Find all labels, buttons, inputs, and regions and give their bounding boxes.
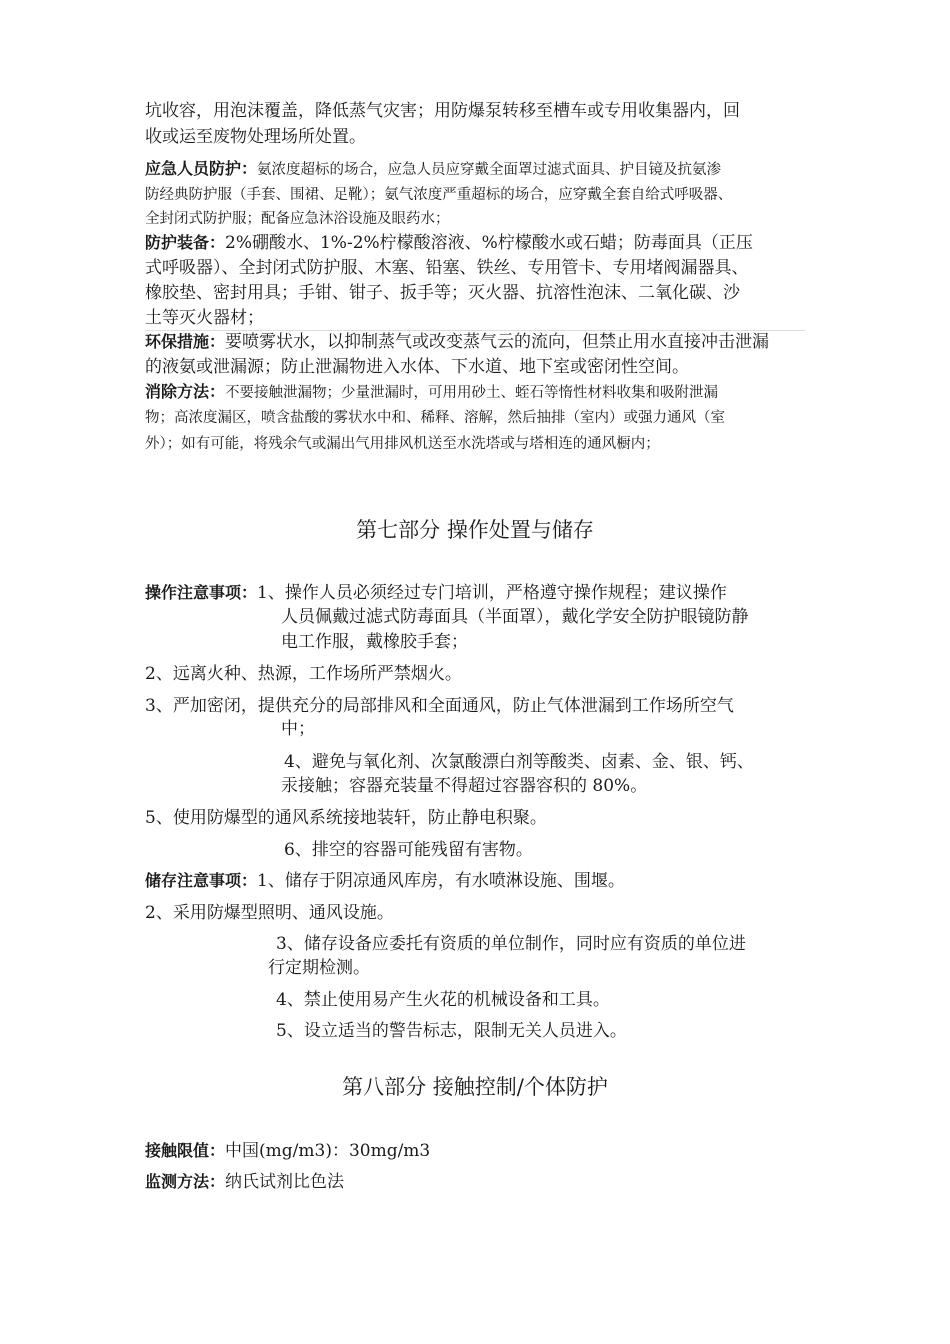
paragraph-line: 土等灭火器材； — [145, 308, 264, 328]
list-item: 3、储存设备应委托有资质的单位制作，同时应有资质的单位进 — [276, 934, 746, 954]
list-item: 2、远离火种、热源，工作场所严禁烟火。 — [145, 664, 462, 684]
list-item: 5、使用防爆型的通风系统接地装轩，防止静电积聚。 — [145, 808, 547, 828]
list-item-line: 人员佩戴过滤式防毒面具（半面罩），戴化学安全防护眼镜防静 — [281, 607, 749, 627]
elimination-method-line: 消除方法：不要接触泄漏物；少量泄漏时，可用用砂土、蛭石等惰性材料收集和吸附泄漏 — [145, 382, 719, 401]
paragraph-line: 收或运至废物处理场所处置。 — [145, 127, 366, 147]
protective-equipment-label: 防护装备： — [145, 233, 226, 252]
section-8-title: 第八部分 接触控制/个体防护 — [342, 1075, 608, 1099]
storage-notes-label: 储存注意事项： — [145, 871, 258, 890]
paragraph-line: 橡胶垫、密封用具；手钳、钳子、扳手等；灭火器、抗溶性泡沫、二氧化碳、沙 — [145, 283, 740, 303]
list-item-line: 汞接触；容器充装量不得超过容器容积的 80%。 — [281, 776, 648, 796]
list-item: 4、避免与氧化剂、次氯酸漂白剂等酸类、卤素、金、银、钙、 — [284, 752, 754, 772]
paragraph-line: 防经典防护服（手套、围裙、足靴）；氨气浓度严重超标的场合，应穿戴全套自给式呼吸器、 — [145, 187, 733, 203]
storage-notes-line: 储存注意事项：1、储存于阴凉通风库房，有水喷淋设施、围堰。 — [145, 871, 625, 891]
paragraph-line: 外）；如有可能，将残余气或漏出气用排风机送至水洗塔或与塔相连的通风橱内； — [145, 436, 660, 452]
elimination-method-label: 消除方法： — [145, 382, 226, 401]
monitoring-method-line — [145, 1171, 344, 1193]
list-item: 6、排空的容器可能残留有害物。 — [284, 840, 533, 860]
list-item: 4、禁止使用易产生火花的机械设备和工具。 — [276, 990, 610, 1010]
list-item: 3、严加密闭，提供充分的局部排风和全面通风，防止气体泄漏到工作场所空气 — [145, 696, 734, 716]
list-item-line: 行定期检测。 — [268, 958, 370, 978]
list-item-line: 电工作服，戴橡胶手套； — [281, 632, 468, 652]
environmental-measures-line: 环保措施：要喷雾状水，以抑制蒸气或改变蒸气云的流向，但禁止用水直接冲击泄漏 — [145, 330, 805, 353]
paragraph-line: 物；高浓度漏区，喷含盐酸的雾状水中和、稀释、溶解，然后抽排（室内）或强力通风（室 — [145, 410, 725, 426]
emergency-protection-label: 应急人员防护： — [145, 159, 258, 178]
operation-notes-line: 操作注意事项：1、操作人员必须经过专门培训，严格遵守操作规程；建议操作 — [145, 583, 727, 603]
exposure-limit-value: 中国(mg/m3)：30mg/m3 — [225, 1141, 431, 1161]
monitoring-method-label: 监测方法： — [145, 1172, 226, 1191]
paragraph-line: 坑收容，用泡沫覆盖，降低蒸气灾害；用防爆泵转移至槽车或专用收集器内，回 — [145, 101, 740, 121]
list-item: 2、采用防爆型照明、通风设施。 — [145, 903, 394, 923]
paragraph-line: 的液氨或泄漏源；防止泄漏物进入水体、下水道、地下室或密闭性空间。 — [145, 357, 689, 377]
paragraph-line: 式呼吸器）、全封闭式防护服、木塞、铅塞、铁丝、专用管卡、专用堵阀漏器具、 — [145, 258, 749, 278]
section-7-title: 第七部分 操作处置与储存 — [356, 518, 594, 542]
exposure-limit-label: 接触限值： — [145, 1141, 226, 1160]
list-item: 5、设立适当的警告标志，限制无关人员进入。 — [276, 1021, 627, 1041]
paragraph-line: 全封闭式防护服；配备应急沐浴设施及眼药水； — [145, 211, 450, 227]
exposure-limit-line — [145, 1140, 430, 1162]
list-item-line: 中； — [281, 719, 315, 739]
monitoring-method-value: 纳氏试剂比色法 — [225, 1172, 345, 1192]
environmental-measures-label: 环保措施： — [145, 332, 226, 351]
emergency-protection-line: 应急人员防护：氨浓度超标的场合，应急人员应穿戴全面罩过滤式面具、护目镜及抗氨渗 — [145, 159, 722, 178]
operation-notes-label: 操作注意事项： — [145, 583, 258, 602]
protective-equipment-line: 防护装备：2%硼酸水、1%-2%柠檬酸溶液、%柠檬酸水或石蜡；防毒面具（正压 — [145, 233, 753, 253]
